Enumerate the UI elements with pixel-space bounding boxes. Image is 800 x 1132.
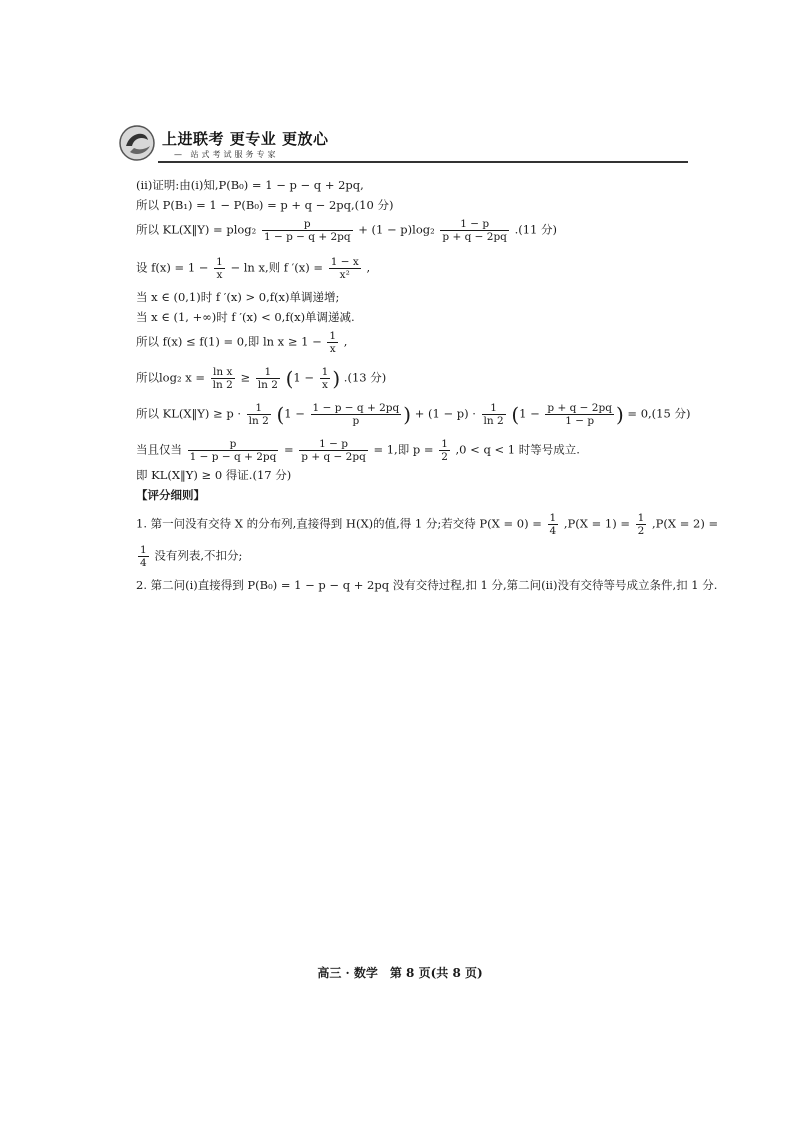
numerator: 1 xyxy=(140,544,147,556)
text: − ln x,则 f ′(x) = xyxy=(230,260,324,275)
page-footer: 高三 · 数学 第 8 页(共 8 页) xyxy=(317,966,483,980)
paren: ) xyxy=(615,402,624,427)
fraction xyxy=(327,330,338,355)
paren: ) xyxy=(403,402,412,427)
numerator: 1 xyxy=(321,366,329,378)
numerator: 1 − p xyxy=(299,438,368,451)
brand-title: 上进联考 更专业 更放心 xyxy=(162,130,329,148)
denominator: ln 2 xyxy=(257,379,278,391)
fraction xyxy=(545,402,614,427)
text: 设 f(x) = 1 − xyxy=(136,260,209,275)
text: .(11 分) xyxy=(514,222,557,237)
denominator: ln 2 xyxy=(483,415,504,427)
denominator: x xyxy=(216,269,223,281)
denominator: p + q − 2pq xyxy=(301,451,366,463)
fraction xyxy=(440,218,509,243)
text: 1 − xyxy=(293,370,314,385)
text: ≥ xyxy=(240,370,251,385)
grading-rule-1 xyxy=(136,512,718,537)
text: 所以 KL(X‖Y) = plog₂ xyxy=(136,222,257,237)
proof-line-5: 当 x ∈ (0,1)时 f ′(x) > 0,f(x)单调递增; xyxy=(136,290,340,304)
denominator: x² xyxy=(339,269,350,281)
text: .(13 分) xyxy=(343,370,387,385)
text: + (1 − p)log₂ xyxy=(358,222,439,237)
denominator: ln 2 xyxy=(248,415,269,427)
numerator: 1 xyxy=(549,512,557,524)
numerator: 1 xyxy=(216,256,223,268)
text: = 1,即 p = xyxy=(373,442,434,457)
denominator: 4 xyxy=(140,557,147,569)
denominator: x xyxy=(329,343,336,355)
fraction xyxy=(247,402,271,427)
logo-icon xyxy=(118,124,158,162)
text: 所以log₂ x = xyxy=(136,370,206,385)
numerator: 1 − x xyxy=(330,256,359,268)
grading-rule-2: 2. 第二问(ⅰ)直接得到 P(B₀) = 1 − p − q + 2pq 没有交待过程,扣 1 分,第二问(ⅱ)没有交待等号成立条件,扣 1 分. xyxy=(136,578,718,592)
text: ,P(X = 1) = xyxy=(563,516,630,531)
denominator: x xyxy=(322,379,328,391)
denominator: 1 − p xyxy=(565,415,595,427)
paren: ( xyxy=(285,366,294,391)
brand-subtitle: — 站式考试服务专家 xyxy=(174,150,279,159)
fraction xyxy=(214,256,225,281)
text: = xyxy=(283,442,294,457)
text: 所以 KL(X‖Y) ≥ p · xyxy=(136,406,242,421)
numerator: p xyxy=(188,438,279,451)
paren: ( xyxy=(276,402,285,427)
fraction xyxy=(439,438,450,463)
fraction xyxy=(262,218,353,243)
proof-line-2: 所以 P(B₁) = 1 − P(B₀) = p + q − 2pq,(10 分) xyxy=(136,198,394,212)
paren: ) xyxy=(332,366,341,391)
numerator: 1 − p xyxy=(440,218,509,231)
proof-line-1: (ⅱ)证明:由(ⅰ)知,P(B₀) = 1 − p − q + 2pq, xyxy=(136,178,364,192)
proof-line-6: 当 x ∈ (1, +∞)时 f ′(x) < 0,f(x)单调递减. xyxy=(136,310,355,324)
text: ,0 < q < 1 时等号成立. xyxy=(455,442,580,457)
numerator: 1 xyxy=(329,330,337,342)
proof-line-9 xyxy=(136,402,690,427)
text: + (1 − p) · xyxy=(414,406,476,421)
proof-line-10 xyxy=(136,438,580,463)
text: = 0,(15 分) xyxy=(627,406,691,421)
proof-line-11: 即 KL(X‖Y) ≥ 0 得证.(17 分) xyxy=(136,468,292,482)
text: 当且仅当 xyxy=(136,442,182,457)
fraction xyxy=(329,256,361,281)
fraction xyxy=(482,402,506,427)
text: ,P(X = 2) = xyxy=(652,516,719,531)
numerator: 1 xyxy=(441,438,448,450)
numerator: 1 xyxy=(256,366,280,379)
denominator: 4 xyxy=(549,525,557,537)
numerator: ln x xyxy=(211,366,235,379)
denominator: p + q − 2pq xyxy=(442,231,507,243)
proof-line-8 xyxy=(136,366,386,391)
fraction xyxy=(299,438,368,463)
denominator: 1 − p − q + 2pq xyxy=(189,451,277,463)
text: , xyxy=(366,260,371,275)
text: 没有列表,不扣分; xyxy=(154,548,243,563)
text: 1 − xyxy=(284,406,305,421)
numerator: 1 xyxy=(247,402,271,415)
proof-line-7 xyxy=(136,330,347,355)
denominator: 2 xyxy=(637,525,645,537)
text: 所以 f(x) ≤ f(1) = 0,即 ln x ≥ 1 − xyxy=(136,334,322,349)
text: 1. 第一问没有交待 X 的分布列,直接得到 H(X)的值,得 1 分;若交待 P(X = 0) = xyxy=(136,516,542,531)
proof-line-4 xyxy=(136,256,370,281)
numerator: 1 xyxy=(637,512,645,524)
numerator: 1 − p − q + 2pq xyxy=(312,402,400,414)
header-rule xyxy=(158,161,688,163)
grading-rule-1-cont xyxy=(136,544,242,569)
numerator: p + q − 2pq xyxy=(547,402,612,414)
numerator: p xyxy=(262,218,353,231)
fraction xyxy=(256,366,280,391)
numerator: 1 xyxy=(482,402,506,415)
fraction xyxy=(320,366,331,391)
text: , xyxy=(343,334,348,349)
grading-heading: 【评分细则】 xyxy=(136,488,205,502)
denominator: 1 − p − q + 2pq xyxy=(263,231,351,243)
fraction xyxy=(636,512,647,537)
denominator: p xyxy=(352,415,360,427)
fraction xyxy=(188,438,279,463)
fraction xyxy=(211,366,235,391)
denominator: 2 xyxy=(441,451,448,463)
denominator: ln 2 xyxy=(212,379,233,391)
page-header xyxy=(118,124,688,168)
fraction xyxy=(548,512,559,537)
fraction xyxy=(138,544,149,569)
paren: ( xyxy=(511,402,520,427)
fraction xyxy=(311,402,402,427)
text: 1 − xyxy=(519,406,540,421)
proof-line-3 xyxy=(136,218,557,243)
